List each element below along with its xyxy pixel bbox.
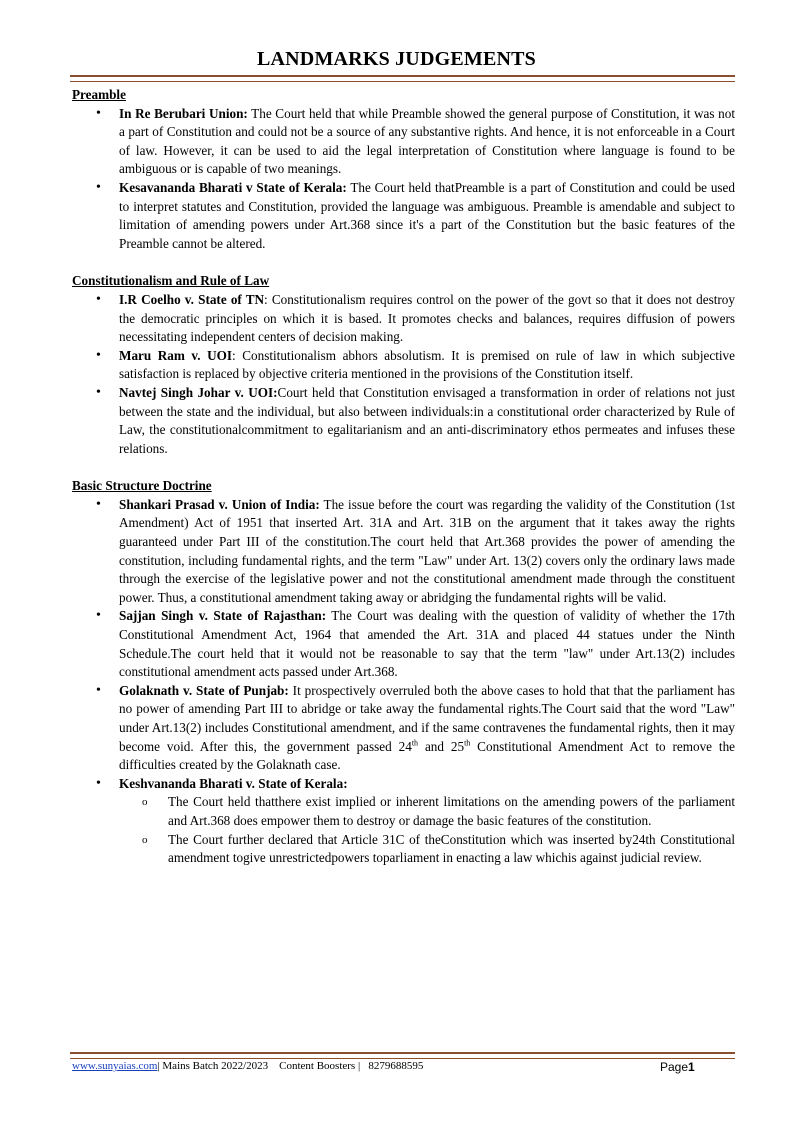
case-item [72,105,735,179]
section-constitutionalism [72,272,735,458]
superscript: th [464,738,471,748]
case-item [72,291,735,347]
page-number-value: 1 [688,1060,695,1074]
case-text: and 25 [418,738,465,754]
case-text: The Court held thatPreamble is a part of Constitution and could be used to interpret statutes and Constitution, provided the language was ambiguous. Preamble is amendable and subject to limitation of amending powers under Art.368 since it's a part of the Constitution but the basic features of the Preamble cannot be altered. [119,179,735,251]
case-name: Sajjan Singh v. State of Rajasthan: [119,608,327,624]
case-text: The Court was dealing with the question of validity of whether the 17th Constitutional Amendment Act, 1964 that amended the Art. 31A and placed 44 statues under the Ninth Schedule.The court held that it would not be reasonable to say that the term "law" under Art.13(2) includes constitutional amendment acts passed under Art.368. [119,608,735,680]
case-name: I.R Coelho v. State of TN [119,291,265,307]
case-item [72,179,735,253]
sub-item: o The Court held thatthere exist implied or inherent limitations on the amending powers of the parliament and Art.368 does empower them to destroy or damage the basic features of the constitution. [119,793,735,830]
footer [72,1060,712,1072]
section-heading: Preamble [72,87,126,102]
footer-info: | Mains Batch 2022/2023 Content Boosters | 8279688595 [157,1060,424,1072]
case-name: In Re Berubari Union: [119,105,248,121]
case-name: Maru Ram v. UOI [119,347,233,363]
case-text: It prospectively overruled both the above cases to hold that that the parliament has no power of amending Part III to abridge or take away the fundamental rights.The Court said that the word "Law" under Art.13(2) includes Constitutional amendment, and if the same contravenes the fundamental rights, then it may become void. After this, the government passed 24 [119,682,736,754]
case-name: Keshvananda Bharati v. State of Kerala: [119,775,348,791]
sub-item: o The Court further declared that Article 31C of theConstitution which was inserted by24th Constitutional amendment togive unrestrictedpowers toparliament in enacting a law whichis against judicial review. [119,831,735,868]
case-text: : Constitutionalism abhors absolutism. It is premised on rule of law in which subjective satisfaction is replaced by objective criteria mentioned in the provisions of the Constitution itself. [119,347,735,382]
case-item [72,496,735,608]
footer-divider [70,1052,735,1059]
page-label: Page [660,1060,689,1074]
section-basic-structure [72,477,735,867]
sub-list [119,793,735,867]
case-text: Constitutional Amendment Act to remove the difficulties created by the Golaknath case. [119,738,736,773]
document-title: LANDMARKS JUDGEMENTS [256,48,537,70]
document-body [72,86,735,887]
case-name: Navtej Singh Johar v. UOI: [119,384,278,400]
case-text: Court held that Constitution envisaged a transformation in order of relations not just between the state and the individual, but also between individuals:in a constitutional order characterized by Rule of Law, the constitutionalcommitment to egalitarianism and an anti-discriminatory ethos permeates and infuses these relations. [119,384,736,456]
case-text: : Constitutionalism requires control on the power of the govt so that it does not destroy the democratic principles on which it is based. It promotes checks and balances, requires diffusion of powers necessitating independent centers of decision making. [119,291,735,345]
section-heading: Basic Structure Doctrine [72,478,212,494]
case-list [72,105,735,254]
case-text: The issue before the court was regarding the validity of the Constitution (1st Amendment) Act of 1951 that inserted Art. 31A and Art. 31B on the argument that it takes away the rights guaranteed under Part III of the constitution.The court held that Art.368 provides the power of amending the constitution, including fundamental rights, and the term "Law" under Art. 13(2) covers only the ordinary laws made through the exercise of the legislative power and not the constitutional amendment made through the constituent power. Thus, a constitutional amendment taking away or abridging the fundamental rights will be valid. [119,496,735,605]
case-item [72,682,735,775]
case-name: Shankari Prasad v. Union of India: [119,496,320,512]
website-link[interactable]: www.sunyaias.com [72,1060,158,1072]
header-divider [70,75,735,82]
case-item [72,347,735,384]
case-name: Kesavananda Bharati v State of Kerala: [119,179,347,195]
case-list [72,496,735,868]
case-text: The Court held that while Preamble showed the general purpose of Constitution, it was not a part of Constitution and could not be a source of any substantive rights. And hence, it is not enforceable in a Court of law. However, it can be used to aid the legal interpretation of Constitution where language is found to be ambiguous or is capable of two meanings. [119,105,736,177]
superscript: th [411,738,419,748]
case-item [72,775,735,868]
case-list [72,291,735,458]
case-item [72,384,735,458]
section-heading: Constitutionalism and Rule of Law [72,273,270,289]
case-item [72,607,735,681]
page-number [660,1060,695,1074]
case-name: Golaknath v. State of Punjab: [119,682,289,698]
section-preamble [72,86,735,253]
